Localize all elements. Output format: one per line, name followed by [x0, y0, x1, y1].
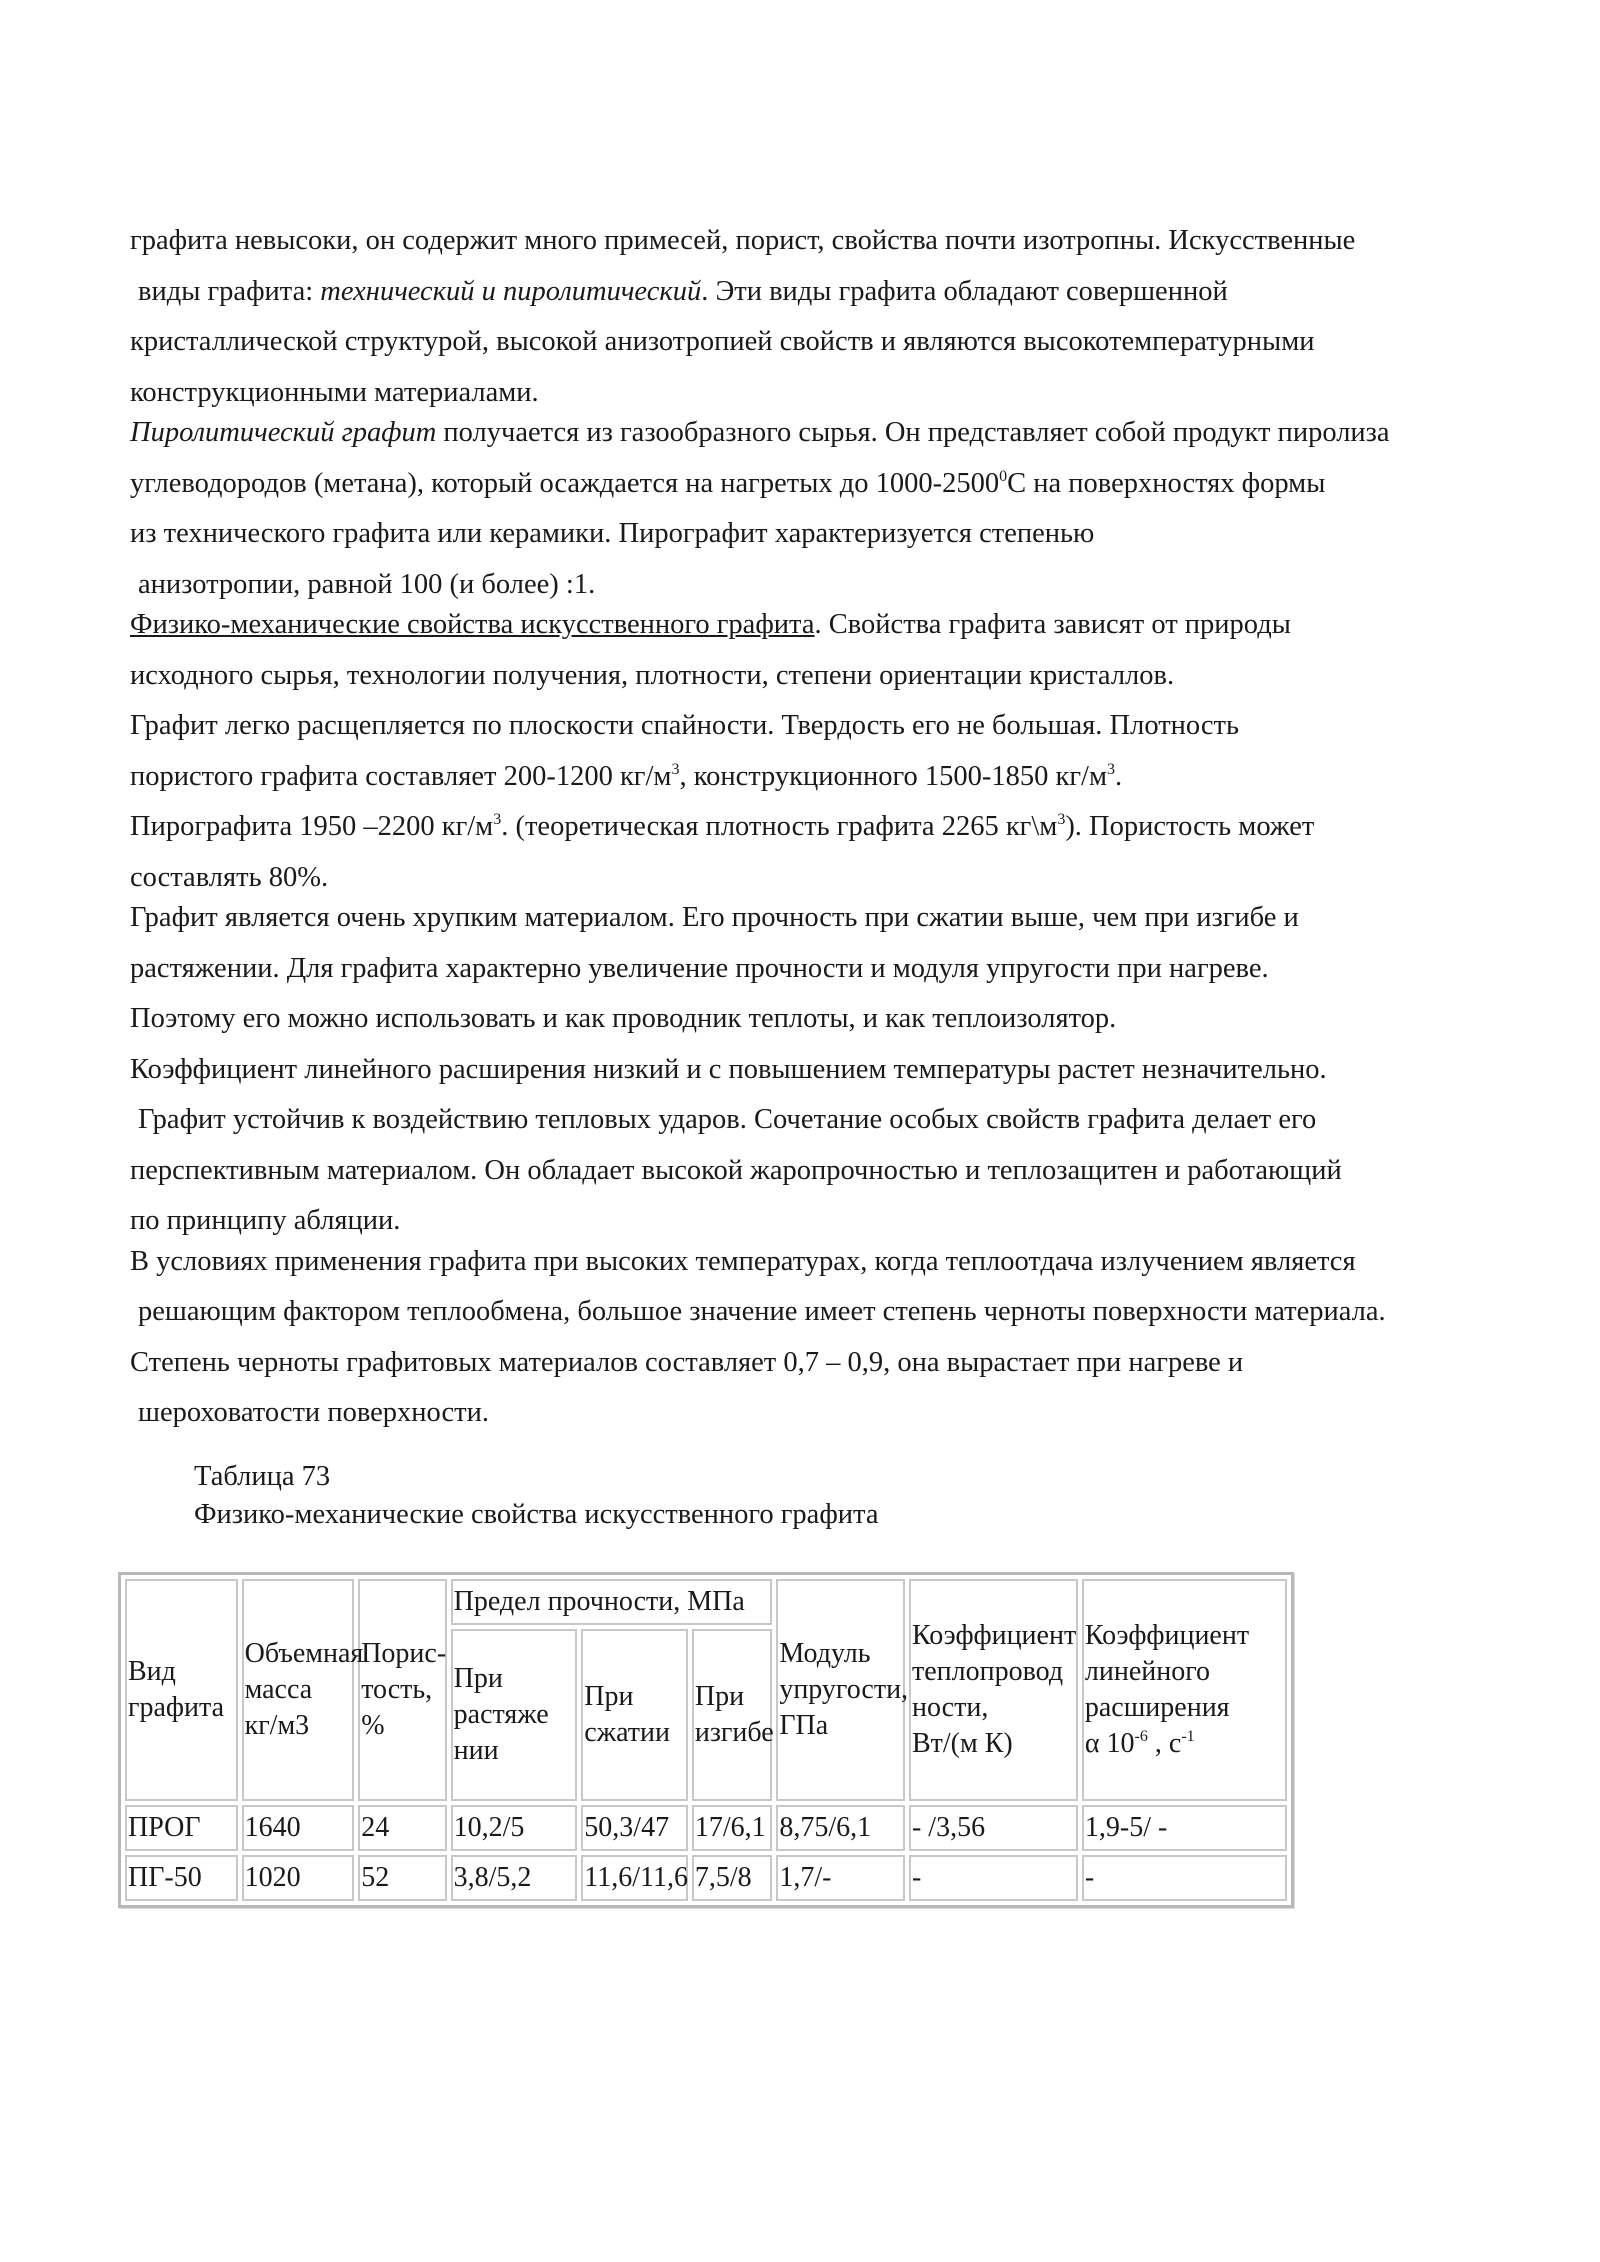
text-run: Графит легко расщепляется по плоскости спайности. Твердость его не большая. Плотность: [130, 710, 1239, 741]
paragraph-line: [130, 267, 1570, 318]
superscript: 3: [1057, 811, 1066, 828]
paragraph-line: [130, 509, 1570, 560]
text-run: получается из газообразного сырья. Он представляет собой продукт пиролиза: [436, 417, 1390, 448]
paragraph-line: [130, 600, 1570, 651]
paragraph-line: [130, 317, 1570, 368]
table-cell: 1640: [242, 1805, 355, 1851]
table-cell: 3,8/5,2: [451, 1855, 578, 1901]
text-run: пористого графита составляет 200-1200 кг/м: [130, 760, 672, 792]
text-run: Графит устойчив к воздействию тепловых ударов. Сочетание особых свойств графита делает его: [138, 1104, 1317, 1135]
italic-term: технический и пиролитический: [320, 275, 702, 307]
paragraph-line: [130, 1237, 1570, 1288]
table-cell: 7,5/8: [692, 1855, 772, 1901]
italic-term: Пиролитический графит: [130, 417, 437, 448]
paragraph-line: [130, 459, 1570, 510]
text-run: растяжении. Для графита характерно увеличение прочности и модуля упругости при нагреве.: [130, 952, 1269, 984]
header-conductivity: [909, 1579, 1078, 1801]
text-run: ). Пористость может: [1065, 811, 1315, 842]
table-cell: 1,9-5/ -: [1082, 1805, 1287, 1851]
text-run: кристаллической структурой, высокой анизотропией свойств и являются высокотемпературными: [130, 326, 1315, 357]
table-caption: [194, 1458, 879, 1534]
paragraph-line: [130, 1146, 1570, 1197]
text-run: , конструкционного 1500-1850 кг/м: [679, 760, 1107, 792]
text-run: виды графита:: [138, 275, 321, 307]
text-run: . Эти виды графита обладают совершенной: [701, 275, 1228, 307]
superscript: 3: [671, 760, 680, 778]
text-run: составлять 80%.: [130, 861, 329, 893]
table-cell: 8,75/6,1: [776, 1805, 905, 1851]
table-cell: ПРОГ: [125, 1805, 238, 1851]
table-cell: -: [909, 1855, 1078, 1901]
text-run: Степень черноты графитовых материалов составляет 0,7 – 0,9, она вырастает при нагреве и: [130, 1346, 1244, 1378]
superscript: 0: [999, 467, 1008, 485]
paragraph-line: [130, 701, 1570, 752]
table-cell: 50,3/47: [581, 1805, 688, 1851]
table-cell: - /3,56: [909, 1805, 1078, 1851]
table-cell: 52: [358, 1855, 446, 1901]
paragraph-line: [130, 408, 1570, 459]
text-run: решающим фактором теплообмена, большое значение имеет степень черноты поверхности материала.: [138, 1296, 1386, 1327]
header-conductivity-line: теплопровод ности,: [911, 1656, 1064, 1723]
table-cell: 10,2/5: [451, 1805, 578, 1851]
header-tension: При растяже нии: [451, 1629, 578, 1801]
header-conductivity-line: Коэффициент: [911, 1620, 1077, 1651]
table-cell: 24: [358, 1805, 446, 1851]
text-run: из технического графита или керамики. Пирографит характеризуется степенью: [130, 518, 1095, 549]
header-expansion-line: линейного: [1084, 1656, 1210, 1687]
text-run: шероховатости поверхности.: [138, 1397, 489, 1428]
header-compression: При сжатии: [581, 1629, 688, 1801]
table-header-row: [125, 1579, 1287, 1625]
paragraph-line: [130, 1095, 1570, 1146]
header-expansion-line: Коэффициент: [1084, 1620, 1250, 1651]
table-cell: ПГ-50: [125, 1855, 238, 1901]
paragraph-line: [130, 1388, 1570, 1439]
header-kind: Вид графита: [125, 1579, 238, 1801]
table-number: Таблица 73: [194, 1461, 331, 1492]
text-run: исходного сырья, технологии получения, плотности, степени ориентации кристаллов.: [130, 659, 1175, 691]
superscript: -6: [1134, 1728, 1148, 1745]
text-run: , с: [1147, 1728, 1182, 1759]
body-text: [130, 216, 1570, 1439]
text-run: конструкционными материалами.: [130, 376, 539, 408]
text-run: α 10: [1084, 1728, 1135, 1759]
text-run: Коэффициент линейного расширения низкий и с повышением температуры растет незначительно.: [130, 1053, 1327, 1085]
text-run: В условиях применения графита при высоких температурах, когда теплоотдача излучением является: [130, 1245, 1356, 1277]
paragraph-line: [130, 216, 1570, 267]
superscript: 3: [1106, 760, 1115, 778]
table-cell: 1,7/-: [776, 1855, 905, 1901]
text-run: перспективным материалом. Он обладает высокой жаропрочностью и теплозащитен и работающий: [130, 1154, 1342, 1186]
properties-table: [118, 1572, 1294, 1908]
table-cell: 1020: [242, 1855, 355, 1901]
text-run: Графит является очень хрупким материалом. Его прочность при сжатии выше, чем при изгибе и: [130, 902, 1299, 933]
paragraph-line: [130, 944, 1570, 995]
underlined-heading: Физико-механические свойства искусственного графита: [130, 609, 815, 640]
table-row: [125, 1805, 1287, 1851]
text-run: . (теоретическая плотность графита 2265 кг\м: [501, 811, 1058, 842]
text-run: С на поверхностях формы: [1007, 467, 1326, 499]
header-bending: При изгибе: [692, 1629, 772, 1801]
header-expansion: [1082, 1579, 1287, 1801]
text-run: по принципу абляции.: [130, 1205, 401, 1236]
paragraph-line: [130, 994, 1570, 1045]
paragraph-line: [130, 802, 1570, 853]
header-expansion-line: [1085, 1726, 1284, 1762]
header-density: Объемная масса кг/м3: [242, 1579, 355, 1801]
paragraph-line: [130, 651, 1570, 702]
text-run: углеводородов (метана), который осаждается на нагретых до 1000-2500: [130, 467, 1000, 499]
paragraph-line: [130, 1338, 1570, 1389]
text-run: .: [1114, 760, 1123, 792]
header-conductivity-line: Вт/(м К): [911, 1728, 1013, 1759]
paragraph-line: [130, 1045, 1570, 1096]
paragraph-line: [130, 752, 1570, 803]
table-cell: -: [1082, 1855, 1287, 1901]
text-run: . Свойства графита зависят от природы: [814, 609, 1291, 640]
text-run: Поэтому его можно использовать и как проводник теплоты, и как теплоизолятор.: [130, 1003, 1117, 1034]
header-strength-group: Предел прочности, МПа: [451, 1579, 773, 1625]
text-run: графита невысоки, он содержит много примесей, порист, свойства почти изотропны. Искусственные: [130, 225, 1356, 256]
text-run: Пирографита 1950 –2200 кг/м: [130, 811, 494, 842]
table-title: Физико-механические свойства искусственного графита: [194, 1499, 879, 1530]
superscript: 3: [493, 811, 502, 828]
table-cell: 11,6/11,6: [581, 1855, 688, 1901]
header-porosity: Порис-тость, %: [358, 1579, 446, 1801]
paragraph-line: [130, 893, 1570, 944]
paragraph-line: [130, 1287, 1570, 1338]
header-modulus: Модуль упругости, ГПа: [776, 1579, 905, 1801]
header-expansion-line: расширения: [1084, 1692, 1230, 1723]
table-row: [125, 1855, 1287, 1901]
superscript: -1: [1181, 1728, 1195, 1745]
table-cell: 17/6,1: [692, 1805, 772, 1851]
text-run: анизотропии, равной 100 (и более) :1.: [138, 568, 596, 600]
